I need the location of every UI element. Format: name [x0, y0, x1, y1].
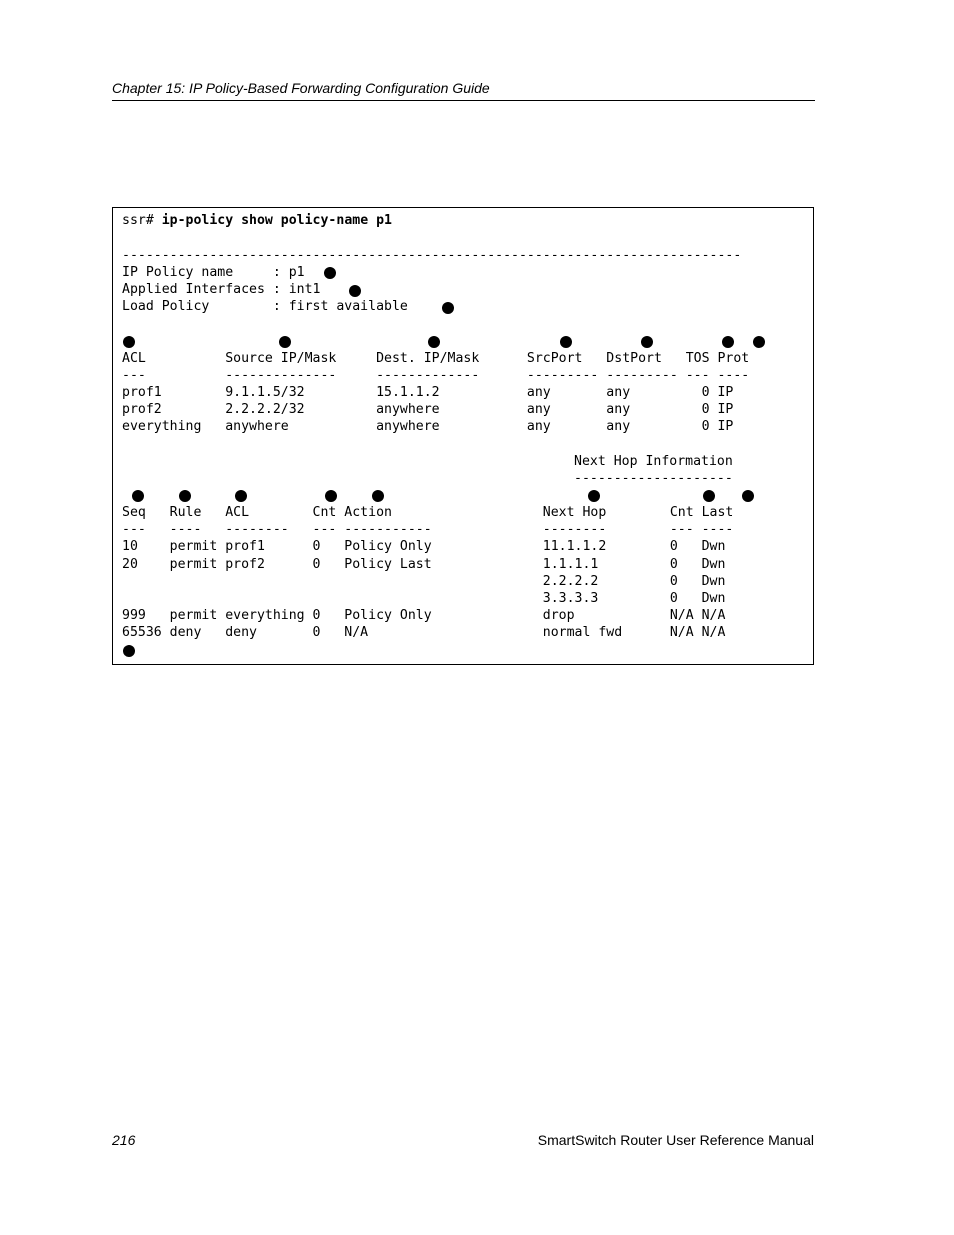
acl-table-header: ACL Source IP/Mask Dest. IP/Mask SrcPort DstPort TOS Prot: [122, 351, 750, 366]
rule-row: 20 permit prof2 0 Policy Last 1.1.1.1 0 Dwn: [122, 557, 726, 572]
callout-dot-19: [123, 645, 135, 657]
acl-row: prof1 9.1.1.5/32 15.1.1.2 any any 0 IP: [122, 385, 734, 400]
acl-row: everything anywhere anywhere any any 0 IP: [122, 419, 734, 434]
callout-dot-12: [179, 490, 191, 502]
callout-dot-7: [560, 336, 572, 348]
callout-dot-15: [372, 490, 384, 502]
applied-interfaces-line: Applied Interfaces : int1: [122, 282, 321, 297]
separator-line: ------------------------------------------------------------------------------: [122, 248, 742, 263]
callout-dot-6: [428, 336, 440, 348]
callout-dot-17: [703, 490, 715, 502]
callout-dot-10: [753, 336, 765, 348]
callout-dot-4: [123, 336, 135, 348]
manual-title: SmartSwitch Router User Reference Manual: [537, 1132, 814, 1148]
acl-row: prof2 2.2.2.2/32 anywhere any any 0 IP: [122, 402, 734, 417]
rule-row: 3.3.3.3 0 Dwn: [122, 591, 726, 606]
policy-name-line: IP Policy name : p1: [122, 265, 305, 280]
callout-dot-3: [442, 302, 454, 314]
rule-table-header: Seq Rule ACL Cnt Action Next Hop Cnt Last: [122, 505, 734, 520]
cli-command: ip-policy show policy-name p1: [161, 213, 392, 228]
callout-dot-1: [324, 267, 336, 279]
cli-output-box: [112, 207, 814, 665]
callout-dot-2: [349, 285, 361, 297]
rule-row: 10 permit prof1 0 Policy Only 11.1.1.2 0 Dwn: [122, 539, 726, 554]
load-policy-line: Load Policy : first available: [122, 299, 408, 314]
rule-table-underline: --- ---- -------- --- ----------- -------- --- ----: [122, 522, 734, 537]
callout-dot-5: [279, 336, 291, 348]
page-number: 216: [112, 1132, 136, 1148]
next-hop-title-rule: --------------------: [574, 471, 733, 486]
callout-dot-8: [641, 336, 653, 348]
callout-dot-16: [588, 490, 600, 502]
callout-dot-18: [742, 490, 754, 502]
rule-row: 65536 deny deny 0 N/A normal fwd N/A N/A: [122, 625, 726, 640]
cli-command-line: [122, 212, 392, 229]
callout-dot-9: [722, 336, 734, 348]
rule-row: 999 permit everything 0 Policy Only drop N/A N/A: [122, 608, 726, 623]
rule-row: 2.2.2.2 0 Dwn: [122, 574, 726, 589]
acl-table-underline: --- -------------- ------------- --------- --------- --- ----: [122, 368, 750, 383]
cli-prompt: ssr#: [122, 213, 162, 228]
header-rule: [112, 100, 815, 101]
next-hop-title: Next Hop Information: [574, 454, 733, 469]
callout-dot-14: [325, 490, 337, 502]
callout-dot-11: [132, 490, 144, 502]
callout-dot-13: [235, 490, 247, 502]
running-header: Chapter 15: IP Policy-Based Forwarding Configuration Guide: [112, 80, 490, 96]
